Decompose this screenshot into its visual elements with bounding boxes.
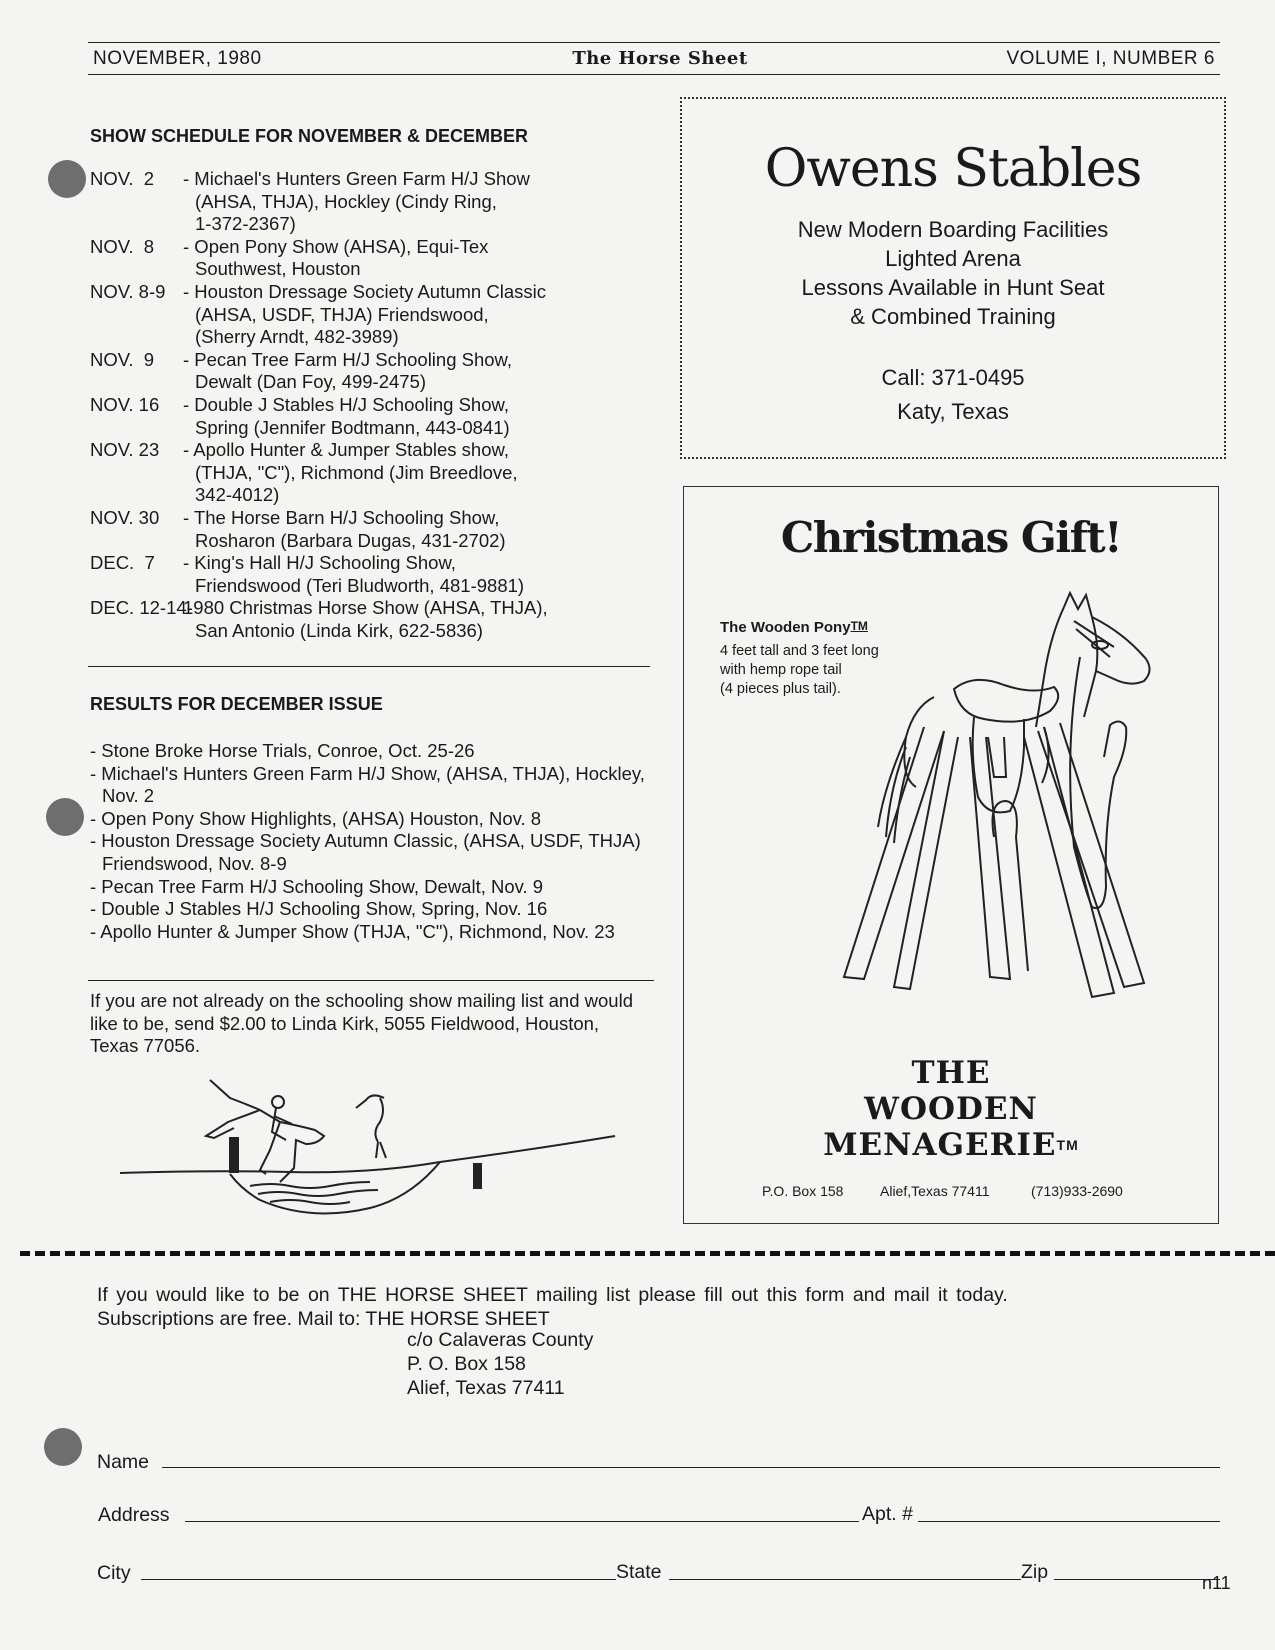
event-detail-line: (AHSA, USDF, THJA) Friendswood, bbox=[195, 303, 489, 325]
product-desc-line: 4 feet tall and 3 feet long bbox=[720, 643, 879, 659]
owens-location: Katy, Texas bbox=[897, 399, 1009, 424]
cut-line bbox=[20, 1251, 1275, 1256]
event-detail-line: San Antonio (Linda Kirk, 622-5836) bbox=[195, 619, 483, 641]
event-detail-line: Spring (Jennifer Bodtmann, 443-0841) bbox=[195, 416, 510, 438]
product-desc-line: with hemp rope tail bbox=[720, 662, 842, 678]
result-item: - Houston Dressage Society Autumn Classic, (AHSA, USDF, THJA) Friendswood, Nov. 8-9 bbox=[90, 830, 641, 874]
issue-volume: VOLUME I, NUMBER 6 bbox=[1006, 48, 1215, 69]
binder-hole-top bbox=[48, 160, 86, 198]
schedule-event bbox=[90, 168, 650, 236]
schedule-divider bbox=[88, 666, 650, 667]
owens-phone: Call: 371-0495 bbox=[881, 365, 1025, 390]
result-item: - Michael's Hunters Green Farm H/J Show, (AHSA, THJA), Hockley, Nov. 2 bbox=[90, 762, 645, 807]
result-item: - Open Pony Show Highlights, (AHSA) Houston, Nov. 8 bbox=[90, 807, 542, 829]
result-item: - Double J Stables H/J Schooling Show, Spring, Nov. 16 bbox=[90, 898, 548, 920]
menagerie-phone: (713)933-2690 bbox=[1031, 1183, 1123, 1199]
owens-features bbox=[682, 215, 1224, 331]
brand-trademark: TM bbox=[1056, 1137, 1079, 1153]
subscription-intro-line: Subscriptions are free. Mail to: THE HORSE SHEET bbox=[97, 1308, 550, 1330]
event-details bbox=[183, 235, 650, 281]
event-detail-line: (AHSA, THJA), Hockley (Cindy Ring, bbox=[195, 190, 497, 212]
event-detail-line: 342-4012) bbox=[195, 484, 280, 506]
zip-field[interactable] bbox=[1054, 1579, 1220, 1580]
event-detail-line: 1-372-2367) bbox=[195, 213, 296, 235]
schedule-event bbox=[90, 349, 650, 394]
schedule-event bbox=[90, 597, 650, 642]
event-date: NOV. 30 bbox=[90, 506, 160, 528]
schedule-event bbox=[90, 507, 650, 552]
address-line: Alief, Texas 77411 bbox=[407, 1377, 565, 1399]
schedule-title: SHOW SCHEDULE FOR NOVEMBER & DECEMBER bbox=[90, 126, 529, 146]
schedule-event bbox=[90, 439, 650, 507]
results-title: RESULTS FOR DECEMBER ISSUE bbox=[90, 694, 383, 714]
wooden-pony-illustration bbox=[774, 587, 1194, 1027]
owens-stables-ad bbox=[680, 97, 1226, 459]
menagerie-po-box: P.O. Box 158 bbox=[762, 1183, 844, 1199]
address-field[interactable] bbox=[185, 1521, 859, 1522]
event-details bbox=[183, 597, 650, 642]
event-details bbox=[183, 168, 650, 236]
event-detail-line: - Pecan Tree Farm H/J Schooling Show, bbox=[183, 348, 513, 370]
owens-contact bbox=[682, 361, 1224, 429]
product-trademark: TM bbox=[850, 619, 868, 633]
zip-label: Zip bbox=[1021, 1561, 1049, 1583]
schedule-event bbox=[90, 552, 650, 597]
event-detail-line: Dewalt (Dan Foy, 499-2475) bbox=[195, 371, 427, 393]
event-detail-line: (THJA, "C"), Richmond (Jim Breedlove, bbox=[195, 461, 518, 483]
page-number: n11 bbox=[1202, 1573, 1231, 1593]
publication-title: The Horse Sheet bbox=[572, 48, 748, 69]
name-label: Name bbox=[97, 1451, 150, 1473]
event-details bbox=[183, 393, 650, 439]
owens-feature: & Combined Training bbox=[850, 304, 1056, 329]
results-list bbox=[90, 740, 650, 943]
event-detail-line: - Apollo Hunter & Jumper Stables show, bbox=[183, 439, 509, 461]
header-rule-top bbox=[88, 42, 1220, 43]
event-details bbox=[183, 348, 650, 394]
event-date: NOV. 8-9 bbox=[90, 280, 166, 302]
schedule-event bbox=[90, 394, 650, 439]
mailing-address bbox=[407, 1328, 593, 1400]
event-details bbox=[183, 552, 650, 597]
event-date: NOV. 16 bbox=[90, 393, 160, 415]
state-label: State bbox=[616, 1561, 662, 1583]
address-label: Address bbox=[98, 1504, 170, 1526]
event-date: DEC. 7 bbox=[90, 552, 155, 574]
brand-line: THE bbox=[911, 1055, 991, 1091]
event-date: NOV. 2 bbox=[90, 168, 155, 189]
binder-hole-bottom bbox=[44, 1428, 82, 1466]
city-label: City bbox=[97, 1562, 131, 1584]
christmas-gift-ad bbox=[683, 486, 1219, 1224]
owens-feature: New Modern Boarding Facilities bbox=[797, 217, 1109, 242]
schedule-event bbox=[90, 236, 650, 281]
christmas-ad-title: Christmas Gift! bbox=[780, 513, 1122, 562]
event-date: NOV. 9 bbox=[90, 348, 155, 370]
issue-date: NOVEMBER, 1980 bbox=[93, 48, 262, 69]
event-detail-line: Southwest, Houston bbox=[195, 258, 361, 280]
event-detail-line: - The Horse Barn H/J Schooling Show, bbox=[183, 506, 500, 528]
city-field[interactable] bbox=[141, 1579, 616, 1580]
event-detail-line: (Sherry Arndt, 482-3989) bbox=[195, 326, 399, 348]
apt-field[interactable] bbox=[918, 1521, 1220, 1522]
event-detail-line: - Double J Stables H/J Schooling Show, bbox=[183, 393, 509, 415]
address-line: c/o Calaveras County bbox=[407, 1329, 594, 1351]
results-divider bbox=[88, 980, 654, 981]
apt-label: Apt. # bbox=[862, 1503, 913, 1525]
event-details bbox=[183, 439, 650, 507]
result-item: - Pecan Tree Farm H/J Schooling Show, Dewalt, Nov. 9 bbox=[90, 875, 544, 897]
owens-title: Owens Stables bbox=[764, 139, 1142, 199]
product-desc-line: (4 pieces plus tail). bbox=[720, 681, 841, 697]
event-detail-line: - Open Pony Show (AHSA), Equi-Tex bbox=[183, 235, 489, 257]
event-detail-line: - King's Hall H/J Schooling Show, bbox=[183, 552, 456, 574]
event-detail-line: - Houston Dressage Society Autumn Classic bbox=[183, 280, 546, 302]
brand-line bbox=[684, 1127, 1218, 1163]
state-field[interactable] bbox=[669, 1579, 1021, 1580]
brand-line: WOODEN bbox=[864, 1091, 1038, 1127]
name-field[interactable] bbox=[162, 1467, 1220, 1468]
mailing-list-note: If you are not already on the schooling show mailing list and would like to be, send $2.00 to Linda Kirk, 5055 Fieldwood, Houston, Texas 77056. bbox=[90, 990, 633, 1057]
brand-line-text: MENAGERIE bbox=[823, 1127, 1057, 1163]
address-line: P. O. Box 158 bbox=[407, 1353, 526, 1375]
event-date: DEC. 12-14- bbox=[90, 597, 193, 619]
owens-feature: Lessons Available in Hunt Seat bbox=[801, 275, 1105, 300]
event-date: NOV. 23 bbox=[90, 439, 160, 461]
product-name-text: The Wooden Pony bbox=[720, 619, 851, 636]
subscription-intro bbox=[97, 1283, 1217, 1331]
event-detail-line: Friendswood (Teri Bludworth, 481-9881) bbox=[195, 574, 525, 596]
binder-hole-middle bbox=[46, 798, 84, 836]
result-item: - Stone Broke Horse Trials, Conroe, Oct. 25-26 bbox=[90, 740, 475, 761]
event-detail-line: 1980 Christmas Horse Show (AHSA, THJA), bbox=[183, 597, 548, 619]
event-date: NOV. 8 bbox=[90, 235, 155, 257]
owens-feature: Lighted Arena bbox=[885, 246, 1021, 271]
menagerie-city: Alief,Texas 77411 bbox=[880, 1183, 990, 1199]
event-details bbox=[183, 506, 650, 552]
header-rule-bottom bbox=[88, 74, 1220, 75]
horse-jumper-illustration bbox=[110, 1070, 620, 1260]
result-item: - Apollo Hunter & Jumper Show (THJA, "C"), Richmond, Nov. 23 bbox=[90, 920, 615, 942]
event-detail-line: Rosharon (Barbara Dugas, 431-2702) bbox=[195, 529, 506, 551]
schedule-event bbox=[90, 281, 650, 349]
event-details bbox=[183, 280, 650, 349]
subscription-intro-line: If you would like to be on THE HORSE SHEET mailing list please fill out this form and mail it today. bbox=[97, 1284, 1008, 1306]
event-detail-line: - Michael's Hunters Green Farm H/J Show bbox=[183, 168, 530, 189]
brand-logo bbox=[684, 1055, 1218, 1163]
show-schedule-list bbox=[90, 168, 650, 642]
